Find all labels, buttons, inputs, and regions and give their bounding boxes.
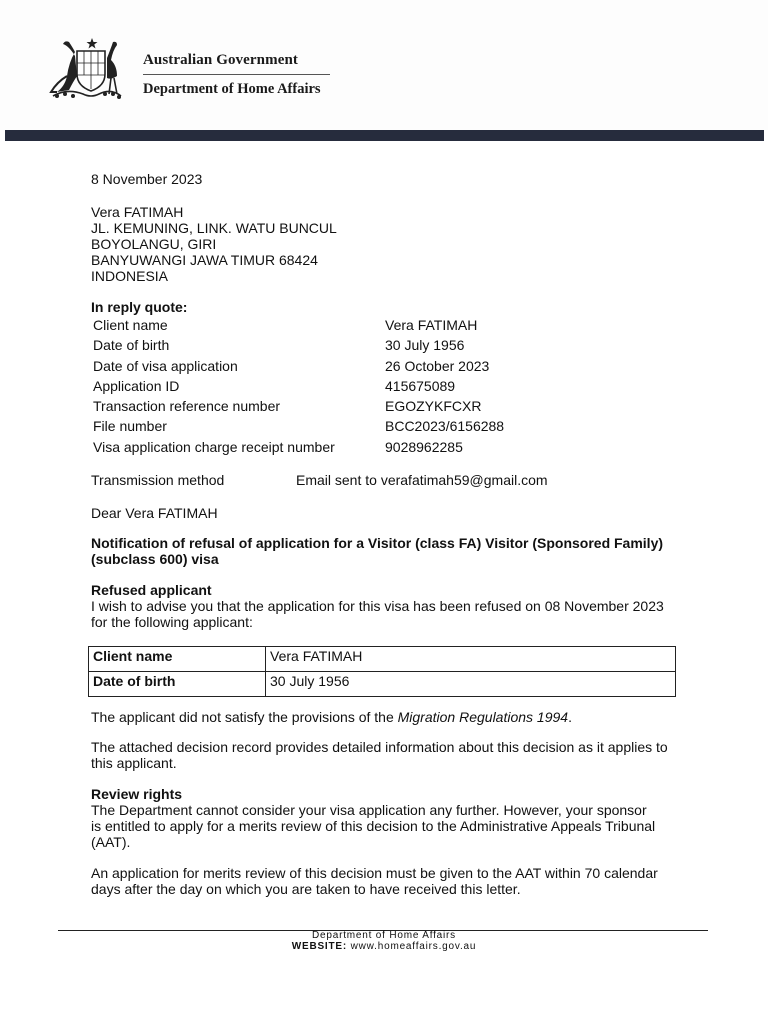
reply-value: 415675089 — [385, 377, 456, 394]
refused-text-1: I wish to advise you that the application for this visa has been refused on 08 November 2023 — [91, 598, 664, 614]
coat-of-arms-icon — [47, 36, 123, 102]
letterhead-text — [143, 52, 330, 98]
table-row — [91, 438, 504, 458]
reply-value: Vera FATIMAH — [385, 317, 478, 333]
reply-quote-table — [91, 316, 504, 458]
table-row — [89, 672, 676, 697]
applicant-label: Client name — [89, 647, 266, 672]
reply-label: Transaction reference number — [93, 398, 281, 415]
provisions-pre: The applicant did not satisfy the provisions of the — [91, 709, 398, 725]
review-text-1: The Department cannot consider your visa application any further. However, your sponsor — [91, 802, 647, 818]
table-row — [89, 647, 676, 672]
table-row — [91, 336, 504, 356]
transmission-label: Transmission method — [91, 472, 225, 488]
refused-section — [91, 582, 664, 630]
aat-text-2: days after the day on which you are taken to have received this letter. — [91, 881, 521, 897]
transmission-value: Email sent to verafatimah59@gmail.com — [296, 472, 548, 488]
applicant-table — [88, 646, 676, 697]
refused-heading: Refused applicant — [91, 582, 212, 598]
reply-value: 26 October 2023 — [385, 357, 490, 374]
review-text-3: (AAT). — [91, 834, 131, 850]
table-row — [91, 357, 504, 377]
department-name: Department of Home Affairs — [143, 81, 321, 97]
website-label: WEBSITE: — [291, 941, 348, 952]
decision-text-1: The attached decision record provides detailed information about this decision as it applies to — [91, 739, 668, 755]
address-line: JL. KEMUNING, LINK. WATU BUNCUL — [91, 220, 337, 236]
recipient-address — [91, 204, 337, 284]
reply-label: Application ID — [93, 377, 180, 394]
decision-text-2: this applicant. — [91, 755, 177, 771]
address-line: BANYUWANGI JAWA TIMUR 68424 — [91, 252, 318, 268]
applicant-value: 30 July 1956 — [266, 672, 676, 697]
review-text-2: is entitled to apply for a merits review of this decision to the Administrative Appeals Tribunal — [91, 818, 656, 834]
reply-value: BCC2023/6156288 — [385, 418, 505, 435]
table-row — [91, 316, 504, 336]
reply-value: 30 July 1956 — [385, 337, 465, 354]
regulation-name: Migration Regulations 1994 — [397, 709, 569, 725]
subject-line-2: (subclass 600) visa — [91, 551, 219, 567]
letterhead-divider — [143, 74, 330, 75]
salutation: Dear Vera FATIMAH — [91, 505, 218, 521]
address-line: BOYOLANGU, GIRI — [91, 236, 217, 252]
refused-text-2: for the following applicant: — [91, 614, 253, 630]
review-heading: Review rights — [91, 786, 183, 802]
reply-label: File number — [93, 418, 167, 435]
provisions-post: . — [568, 709, 572, 725]
applicant-value: Vera FATIMAH — [266, 647, 676, 672]
table-row — [91, 417, 504, 437]
subject-line-1: Notification of refusal of application for a Visitor (class FA) Visitor (Sponsored Family) — [91, 535, 664, 551]
table-row — [91, 377, 504, 397]
address-line: Vera FATIMAH — [91, 204, 184, 220]
footer-website — [0, 941, 768, 953]
reply-label: Client name — [93, 317, 168, 333]
letter-date: 8 November 2023 — [91, 171, 203, 187]
header-bar — [5, 130, 764, 141]
reply-label: Date of birth — [93, 337, 170, 354]
aat-text-1: An application for merits review of this decision must be given to the AAT within 70 calendar — [91, 865, 658, 881]
aat-section — [91, 865, 658, 897]
provisions-text — [91, 709, 572, 725]
website-link[interactable]: www.homeaffairs.gov.au — [350, 941, 477, 952]
reply-label: Date of visa application — [93, 357, 238, 374]
reply-value: EGOZYKFCXR — [385, 398, 482, 415]
applicant-label: Date of birth — [89, 672, 266, 697]
address-line: INDONESIA — [91, 268, 169, 284]
reply-label: Visa application charge receipt number — [93, 438, 335, 455]
reply-value: 9028962285 — [385, 438, 463, 455]
reply-heading: In reply quote: — [91, 299, 188, 315]
subject-line — [91, 535, 663, 567]
review-section — [91, 786, 655, 850]
table-row — [91, 397, 504, 417]
decision-record-text — [91, 739, 668, 771]
footer-department: Department of Home Affairs — [311, 930, 456, 941]
gov-name: Australian Government — [143, 52, 299, 68]
